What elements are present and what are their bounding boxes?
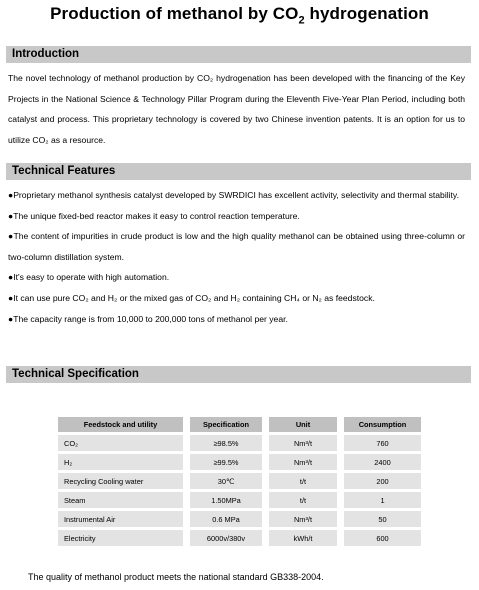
table-cell: 0.6 MPa <box>190 511 269 530</box>
table-cell: Steam <box>58 492 190 511</box>
column-header: Feedstock and utility <box>58 417 190 435</box>
table-cell: 6000v/380v <box>190 530 269 549</box>
table-cell: Electricity <box>58 530 190 549</box>
feature-item: ●It can use pure CO₂ and H₂ or the mixed gas of CO₂ and H₂ containing CH₄ or N₂ as feedstock. <box>8 292 375 303</box>
table-cell: 50 <box>344 511 421 530</box>
table-cell: CO₂ <box>58 435 190 454</box>
feature-item: ●The content of impurities in crude product is low and the high quality methanol can be obtained using three-column or two-column distillation system. <box>8 231 465 262</box>
table-cell: 200 <box>344 473 421 492</box>
table-cell: kWh/t <box>269 530 344 549</box>
table-cell: Recycling Cooling water <box>58 473 190 492</box>
table-row <box>58 492 421 511</box>
table-cell: Instrumental Air <box>58 511 190 530</box>
table-cell: 1 <box>344 492 421 511</box>
table-row <box>58 511 421 530</box>
section-header-introduction: Introduction <box>6 46 471 63</box>
column-header: Consumption <box>344 417 421 435</box>
table-cell: t/t <box>269 492 344 511</box>
feature-item: ●Proprietary methanol synthesis catalyst developed by SWRDICI has excellent activity, selectivity and thermal stability. <box>8 190 459 200</box>
table-cell: 1.50MPa <box>190 492 269 511</box>
footer-note: The quality of methanol product meets the national standard GB338-2004. <box>28 572 324 582</box>
table-cell: H₂ <box>58 454 190 473</box>
table-row <box>58 473 421 492</box>
table-cell: t/t <box>269 473 344 492</box>
table-row <box>58 454 421 473</box>
table-cell: Nm³/t <box>269 454 344 473</box>
page-title: Production of methanol by $CO_2$ hydrogenation <box>50 4 429 27</box>
section-header-features: Technical Features <box>6 163 471 180</box>
table-cell: Nm³/t <box>269 511 344 530</box>
table-cell: 2400 <box>344 454 421 473</box>
feature-item: ●The capacity range is from 10,000 to 200,000 tons of methanol per year. <box>8 313 288 324</box>
table-row <box>58 435 421 454</box>
column-header: Unit <box>269 417 344 435</box>
table-header-row <box>58 417 421 435</box>
table-cell: Nm³/t <box>269 435 344 454</box>
table-cell: ≥98.5% <box>190 435 269 454</box>
column-header: Specification <box>190 417 269 435</box>
table-cell: ≥99.5% <box>190 454 269 473</box>
table-cell: 600 <box>344 530 421 549</box>
feature-item: ●The unique fixed-bed reactor makes it easy to control reaction temperature. <box>8 210 300 221</box>
features-list <box>8 185 465 329</box>
table-cell: 760 <box>344 435 421 454</box>
section-header-specification: Technical Specification <box>6 366 471 383</box>
table-cell: 30℃ <box>190 473 269 492</box>
spec-table <box>58 417 421 549</box>
feature-item: ●It's easy to operate with high automation. <box>8 272 170 283</box>
table-row <box>58 530 421 549</box>
introduction-text: The novel technology of methanol production by CO₂ hydrogenation has been developed with the financing of the Key Projects in the National Science & Technology Pillar Program during the Eleventh Five-Year Plan Period, including both catalyst and process. This proprietary technology is covered by two Chinese invention patents. It is an option for us to utilize CO₂ as a resource. <box>8 73 465 145</box>
introduction-paragraph <box>8 68 465 150</box>
